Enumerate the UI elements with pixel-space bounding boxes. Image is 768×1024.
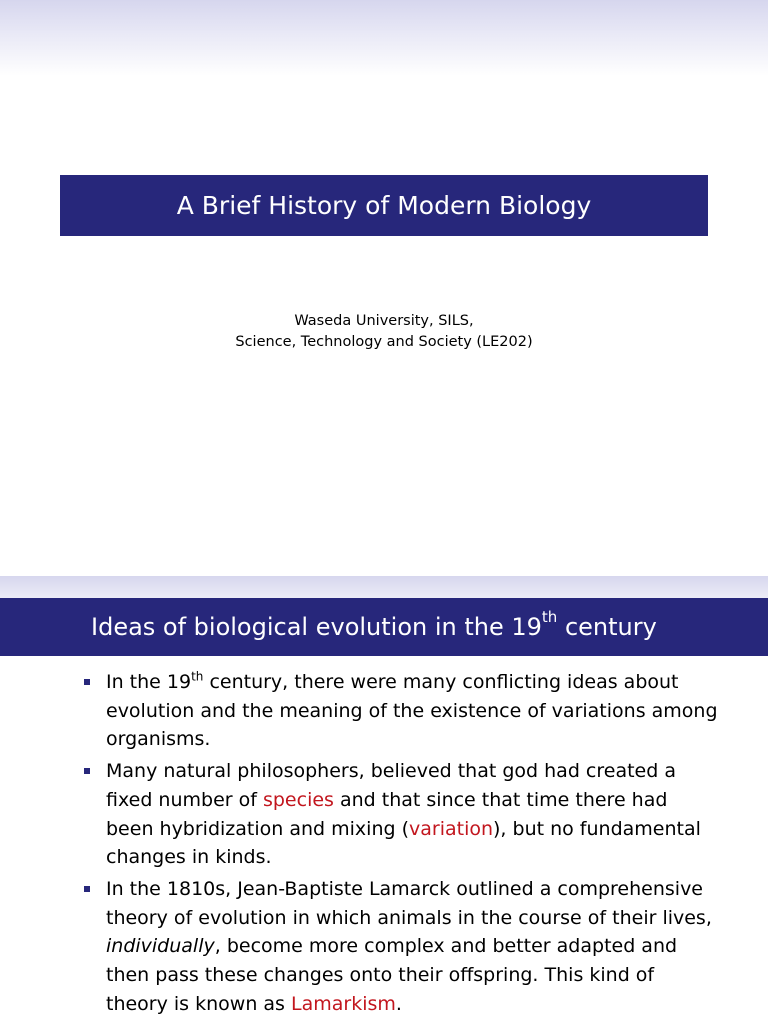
- institution-block: [0, 311, 768, 353]
- bullet-item-2: [0, 757, 768, 872]
- term-lamarkism: Lamarkism: [291, 992, 396, 1015]
- square-bullet-icon: [84, 886, 90, 892]
- content-slide: [0, 576, 768, 1024]
- term-variation: variation: [409, 817, 494, 840]
- bullet-1-post: century, there were many conflicting ideas about evolution and the meaning of the existence of variations among organisms.: [106, 671, 718, 751]
- bullet-2-part-3: ), but no fundamental changes in kinds.: [106, 817, 701, 869]
- frame-title-suffix: century: [557, 613, 657, 641]
- emphasis-individually: individually: [106, 935, 215, 958]
- square-bullet-icon: [84, 679, 90, 685]
- institution-line-2: Science, Technology and Society (LE202): [235, 334, 533, 350]
- title-banner: [60, 175, 708, 236]
- frame-title-prefix: Ideas of biological evolution in the 19: [91, 613, 542, 641]
- bullet-2-part-2: and that since that time there had been hybridization and mixing (: [106, 788, 668, 840]
- square-bullet-icon: [84, 768, 90, 774]
- presentation-title: A Brief History of Modern Biology: [176, 191, 592, 220]
- frame-title-superscript: th: [541, 608, 558, 626]
- frame-title: [91, 598, 657, 656]
- bullet-3-part-3: .: [395, 992, 402, 1015]
- bullet-3-part-2: , become more complex and better adapted and then pass these changes onto their offspring. This kind of theory is known as: [106, 935, 678, 1015]
- header-gradient: [0, 576, 768, 598]
- bullet-1-pre: In the 19: [106, 671, 192, 693]
- bullet-1-superscript: th: [191, 669, 204, 684]
- bullet-item-3: [0, 875, 768, 1019]
- bullet-2-part-1: Many natural philosophers, believed that god had created a fixed number of: [106, 760, 676, 811]
- bullet-3-part-1: In the 1810s, Jean-Baptiste Lamarck outlined a comprehensive theory of evolution in which animals in the course of their lives,: [106, 877, 712, 929]
- header-gradient: [0, 0, 768, 76]
- bullet-item-1: [0, 668, 768, 754]
- term-species: species: [262, 788, 334, 811]
- frame-title-bar: [0, 598, 768, 656]
- bullet-list: [0, 668, 768, 1021]
- institution-line-1: Waseda University, SILS,: [294, 313, 474, 329]
